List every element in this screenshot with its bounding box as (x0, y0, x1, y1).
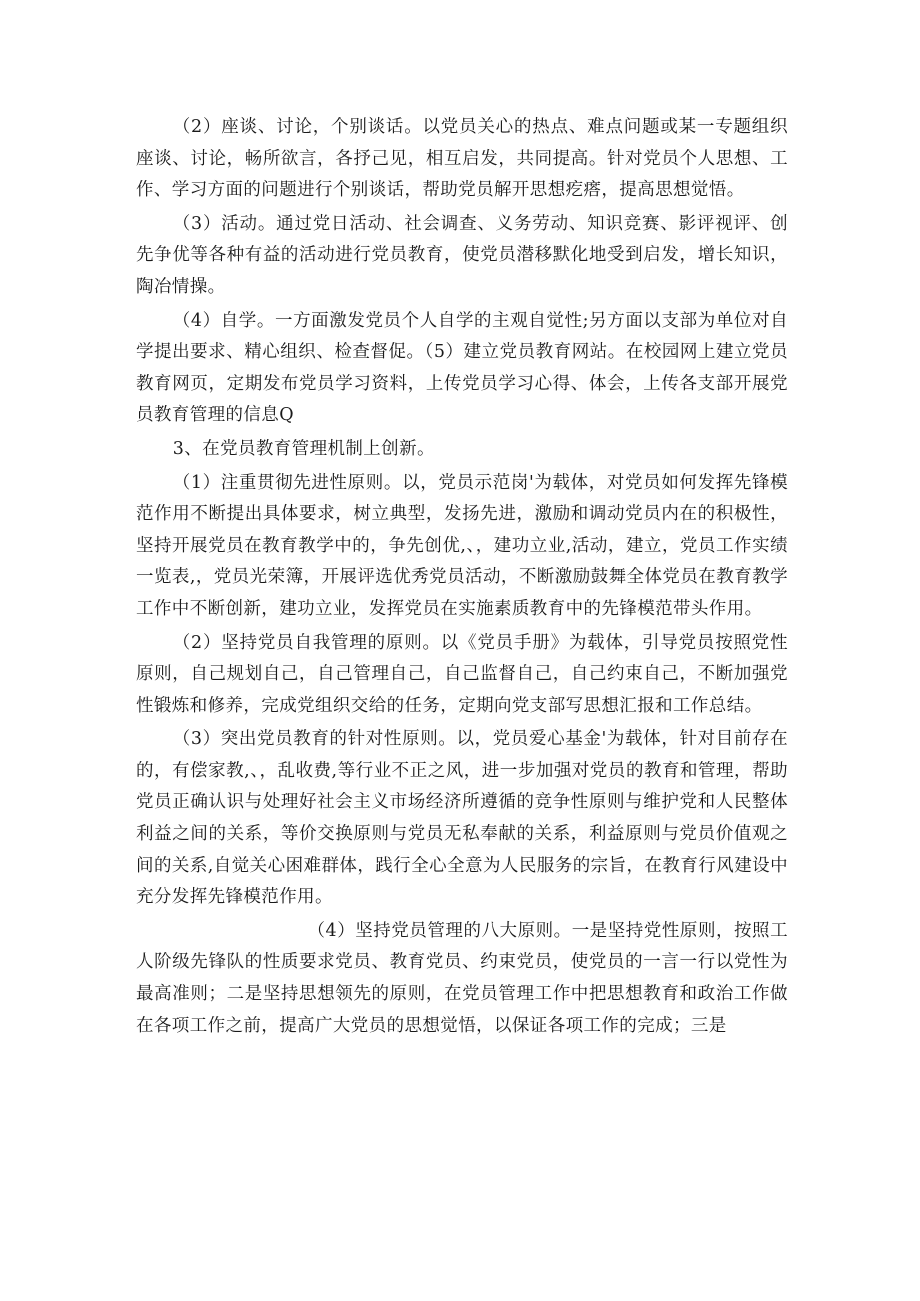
paragraph-discussion: （2）座谈、讨论，个别谈话。以党员关心的热点、难点问题或某一专题组织座谈、讨论，畅所欲言，各抒己见，相互启发，共同提高。针对党员个人思想、工作、学习方面的问题进行个别谈话，帮助党员解开思想疙瘩，提高思想觉悟。 (136, 117, 788, 201)
section-heading-mechanism: 3、在党员教育管理机制上创新。 (172, 438, 435, 459)
paragraph-targeted-principle: （3）突出党员教育的针对性原则。以，党员爱心基金'为载体，针对目前存在的，有偿家教,、，乱收费,等行业不正之风，进一步加强对党员的教育和管理，帮助党员正确认识与处理好社会主义市场经济所遵循的竞争性原则与维护党和人民整体利益之间的关系，等价交换原则与党员无私奉献的关系，利益原则与党员价值观之间的关系,自觉关心困难群体，践行全心全意为人民服务的宗旨，在教育行风建设中充分发挥先锋模范作用。 (136, 729, 788, 908)
paragraph-activities: （3）活动。通过党日活动、社会调查、义务劳动、知识竞赛、影评视评、创先争优等各种有益的活动进行党员教育，使党员潜移默化地受到启发，增长知识，陶冶情操。 (136, 213, 788, 297)
paragraph-self-management: （2）坚持党员自我管理的原则。以《党员手册》为载体，引导党员按照党性原则，自己规划自己，自己管理自己，自己监督自己，自己约束自己，不断加强党性锻炼和修养，完成党组织交给的任务，定期向党支部写思想汇报和工作总结。 (136, 632, 788, 716)
document-body (136, 112, 788, 1044)
paragraph-self-study: （4）自学。一方面激发党员个人自学的主观自觉性;另方面以支部为单位对自学提出要求、精心组织、检查督促。（5）建立党员教育网站。在校园网上建立党员教育网页，定期发布党员学习资料，上传党员学习心得、体会，上传各支部开展党员教育管理的信息Q (136, 310, 788, 426)
paragraph-eight-principles: （4）坚持党员管理的八大原则。一是坚持党性原则，按照工人阶级先锋队的性质要求党员、教育党员、约束党员，使党员的一言一行以党性为最高准则；二是坚持思想领先的原则，在党员管理工作中把思想教育和政治工作做在各项工作之前，提高广大党员的思想觉悟，以保证各项工作的完成；三是 (136, 920, 788, 1036)
paragraph-advanced-principle: （1）注重贯彻先进性原则。以，党员示范岗'为载体，对党员如何发挥先锋模范作用不断提出具体要求，树立典型，发扬先进，激励和调动党员内在的积极性，坚持开展党员在教育教学中的，争先创优,、，建功立业,活动，建立，党员工作实绩一览表,，党员光荣簿，开展评选优秀党员活动，不断激励鼓舞全体党员在教育教学工作中不断创新，建功立业，发挥党员在实施素质教育中的先锋模范带头作用。 (136, 472, 788, 619)
